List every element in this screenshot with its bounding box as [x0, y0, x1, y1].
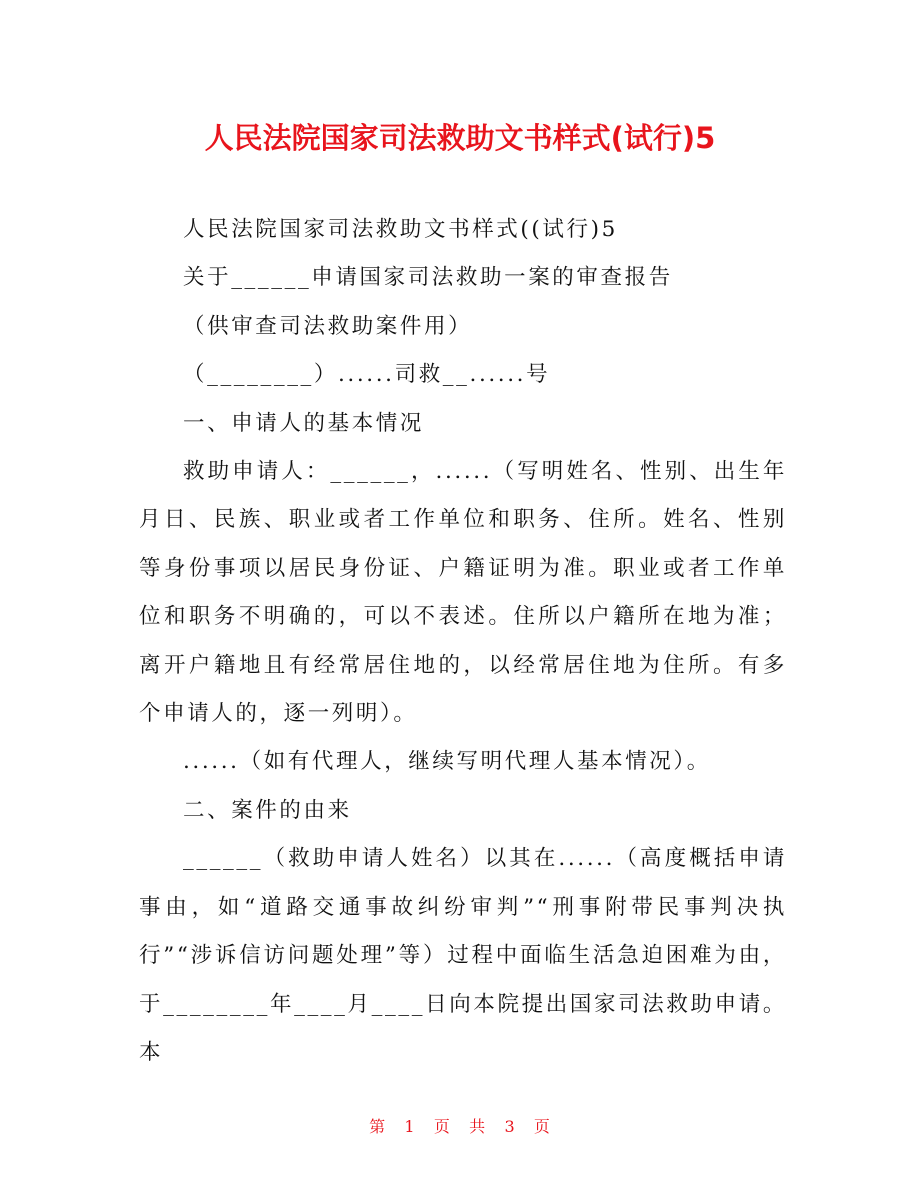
section-heading-applicant: 一、申请人的基本情况: [183, 410, 425, 436]
paragraph-usage-note: （供审查司法救助案件用）: [183, 313, 473, 339]
footer-label-page-unit: 页: [433, 1117, 451, 1136]
footer-current-page: 1: [404, 1117, 416, 1136]
footer-total-pages: 3: [504, 1117, 516, 1136]
paragraph-case-origin: ______（救助申请人姓名）以其在......（高度概括申请事由，如“道路交通事故纠纷审判”“刑事附带民事判决执行”“涉诉信访问题处理”等）过程中面临生活急迫困难为由，于________年____月____日向本院提出国家司法救助申请。本: [139, 846, 787, 1065]
paragraph-applicant-details: 救助申请人：______，......（写明姓名、性别、出生年月日、民族、职业或者工作单位和职务、住所。姓名、性别等身份事项以居民身份证、户籍证明为准。职业或者工作单位和职务不明确的，可以不表述。住所以户籍所在地为准；离开户籍地且有经常居住地的，以经常居住地为住所。有多个申请人的，逐一列明）。: [139, 459, 787, 727]
footer-label-total-unit: 页: [533, 1117, 551, 1136]
paragraph-case-number: （________）......司救__......号: [183, 362, 551, 388]
document-body: [139, 206, 787, 1077]
document-title: 人民法院国家司法救助文书样式(试行)5: [204, 121, 716, 155]
footer-label-total: 共: [469, 1117, 487, 1136]
paragraph-report-heading: 关于______申请国家司法救助一案的审查报告: [183, 265, 673, 291]
section-heading-case-origin: 二、案件的由来: [183, 797, 352, 823]
paragraph-subtitle: 人民法院国家司法救助文书样式((试行)5: [183, 217, 618, 242]
paragraph-agent-details: ......（如有代理人，继续写明代理人基本情况）。: [183, 749, 711, 775]
page-footer: [0, 1114, 920, 1137]
footer-label-page: 第: [369, 1117, 387, 1136]
